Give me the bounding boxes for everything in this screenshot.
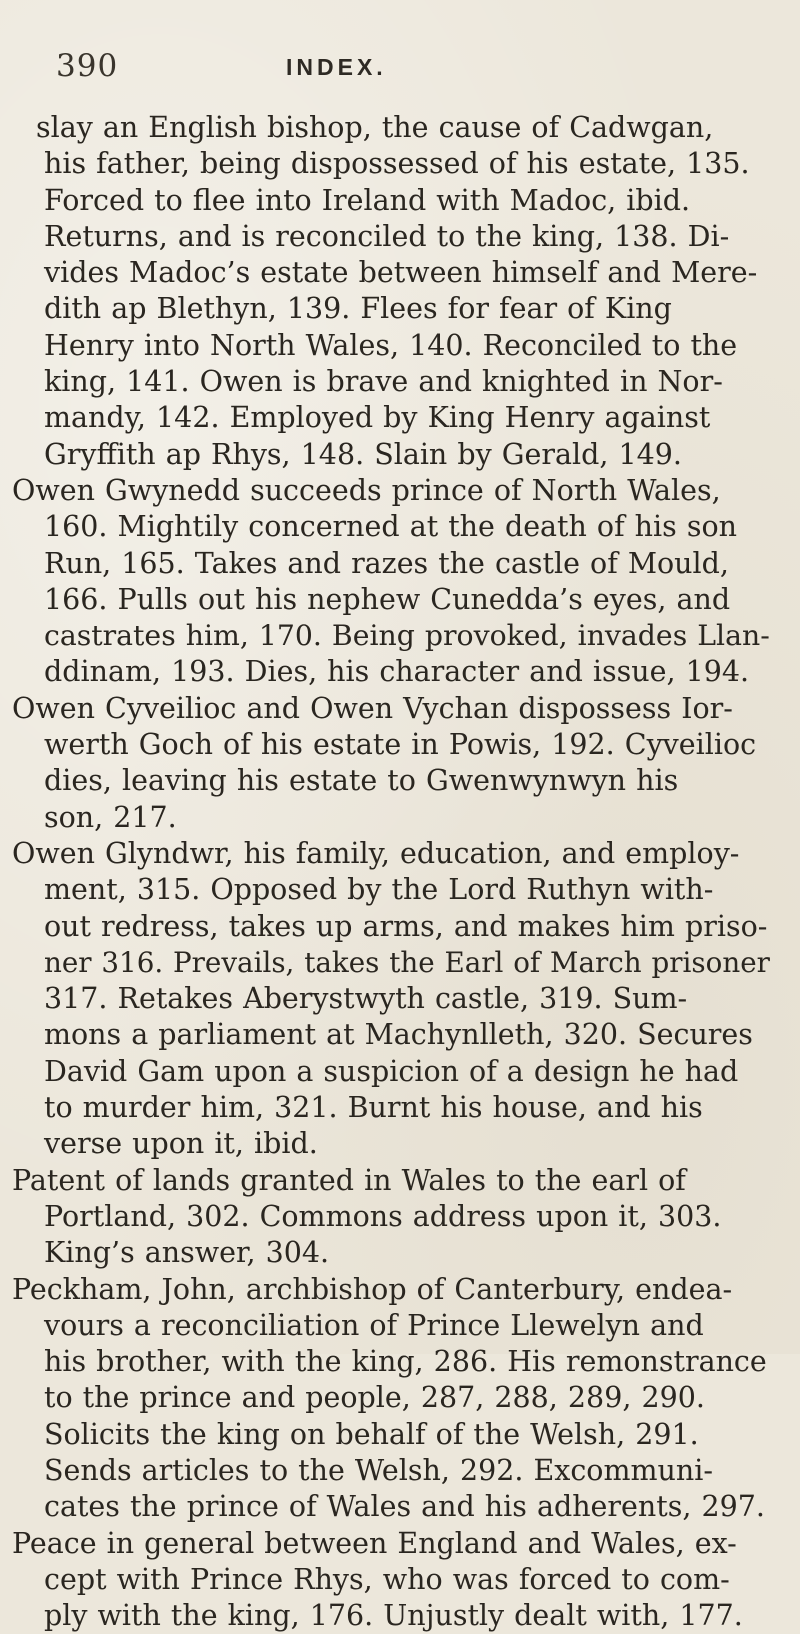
entry-line: ner 316. Prevails, takes the Earl of March prisoner [44, 945, 770, 979]
entry-line: mons a parliament at Machynlleth, 320. Secures [44, 1018, 753, 1052]
page-number: 390 [56, 48, 119, 84]
entry-line: cept with Prince Rhys, who was forced to com- [44, 1562, 730, 1596]
entry-heading-line: Owen Cyveilioc and Owen Vychan dispossess Ior- [12, 691, 733, 725]
entry-line: son, 217. [44, 800, 177, 834]
entry-line: vours a reconciliation of Prince Llewelyn and [44, 1308, 704, 1342]
entry-line: Portland, 302. Commons address upon it, 303. [44, 1199, 722, 1233]
entry-line: to the prince and people, 287, 288, 289, 290. [44, 1381, 705, 1415]
entry-line: out redress, takes up arms, and makes him priso- [44, 909, 768, 943]
index-entry-owen-cyveilioc [0, 691, 800, 836]
index-entry-patent [0, 1163, 800, 1272]
entry-line: Sends articles to the Welsh, 292. Excommuni- [44, 1453, 713, 1487]
entry-line: Solicits the king on behalf of the Welsh, 291. [44, 1417, 699, 1451]
entry-line: David Gam upon a suspicion of a design he had [44, 1054, 739, 1088]
entry-line: castrates him, 170. Being provoked, invades Llan- [44, 619, 770, 653]
index-entry-owen-ap-cadwgan-continued [0, 110, 800, 473]
entry-heading-line: Peace in general between England and Wales, ex- [12, 1526, 737, 1560]
entry-line: 166. Pulls out his nephew Cunedda’s eyes, and [44, 582, 731, 616]
index-entries [0, 110, 800, 1634]
entry-line: King’s answer, 304. [44, 1236, 330, 1270]
entry-line: cates the prince of Wales and his adherents, 297. [44, 1490, 765, 1524]
entry-line: dith ap Blethyn, 139. Flees for fear of King [44, 292, 672, 326]
page-header [0, 48, 800, 108]
running-head: INDEX. [286, 54, 387, 80]
entry-line: Forced to flee into Ireland with Madoc, ibid. [44, 183, 691, 217]
entry-line: werth Goch of his estate in Powis, 192. Cyveilioc [44, 728, 757, 762]
entry-line: Gryffith ap Rhys, 148. Slain by Gerald, 149. [44, 437, 682, 471]
entry-line: his father, being dispossessed of his estate, 135. [44, 147, 750, 181]
entry-heading-line: Owen Gwynedd succeeds prince of North Wales, [12, 473, 721, 507]
entry-line: Henry into North Wales, 140. Reconciled to the [44, 328, 738, 362]
entry-line: ment, 315. Opposed by the Lord Ruthyn with- [44, 873, 714, 907]
index-entry-peace [0, 1526, 800, 1634]
entry-line: king, 141. Owen is brave and knighted in Nor- [44, 365, 723, 399]
entry-line: 317. Retakes Aberystwyth castle, 319. Sum- [44, 982, 688, 1016]
entry-line: ddinam, 193. Dies, his character and issue, 194. [44, 655, 750, 689]
entry-line: vides Madoc’s estate between himself and Mere- [44, 256, 758, 290]
entry-heading-line: Patent of lands granted in Wales to the earl of [12, 1163, 686, 1197]
entry-line: to murder him, 321. Burnt his house, and his [44, 1091, 703, 1125]
entry-heading-line: Owen Glyndwr, his family, education, and employ- [12, 836, 740, 870]
entry-line: his brother, with the king, 286. His remonstrance [44, 1345, 767, 1379]
index-entry-peckham [0, 1272, 800, 1526]
entry-line: slay an English bishop, the cause of Cadwgan, [36, 111, 714, 144]
entry-line: 160. Mightily concerned at the death of his son [44, 510, 737, 544]
entry-line: mandy, 142. Employed by King Henry against [44, 401, 711, 435]
entry-line: verse upon it, ibid. [44, 1127, 318, 1161]
entry-heading-line: Peckham, John, archbishop of Canterbury, endea- [12, 1272, 733, 1306]
entry-line: Returns, and is reconciled to the king, 138. Di- [44, 219, 730, 253]
entry-line: ply with the king, 176. Unjustly dealt with, 177. [44, 1599, 743, 1633]
index-entry-owen-gwynedd [0, 473, 800, 691]
index-entry-owen-glyndwr [0, 836, 800, 1163]
entry-line: dies, leaving his estate to Gwenwynwyn his [44, 764, 679, 798]
entry-line: Run, 165. Takes and razes the castle of Mould, [44, 546, 729, 580]
